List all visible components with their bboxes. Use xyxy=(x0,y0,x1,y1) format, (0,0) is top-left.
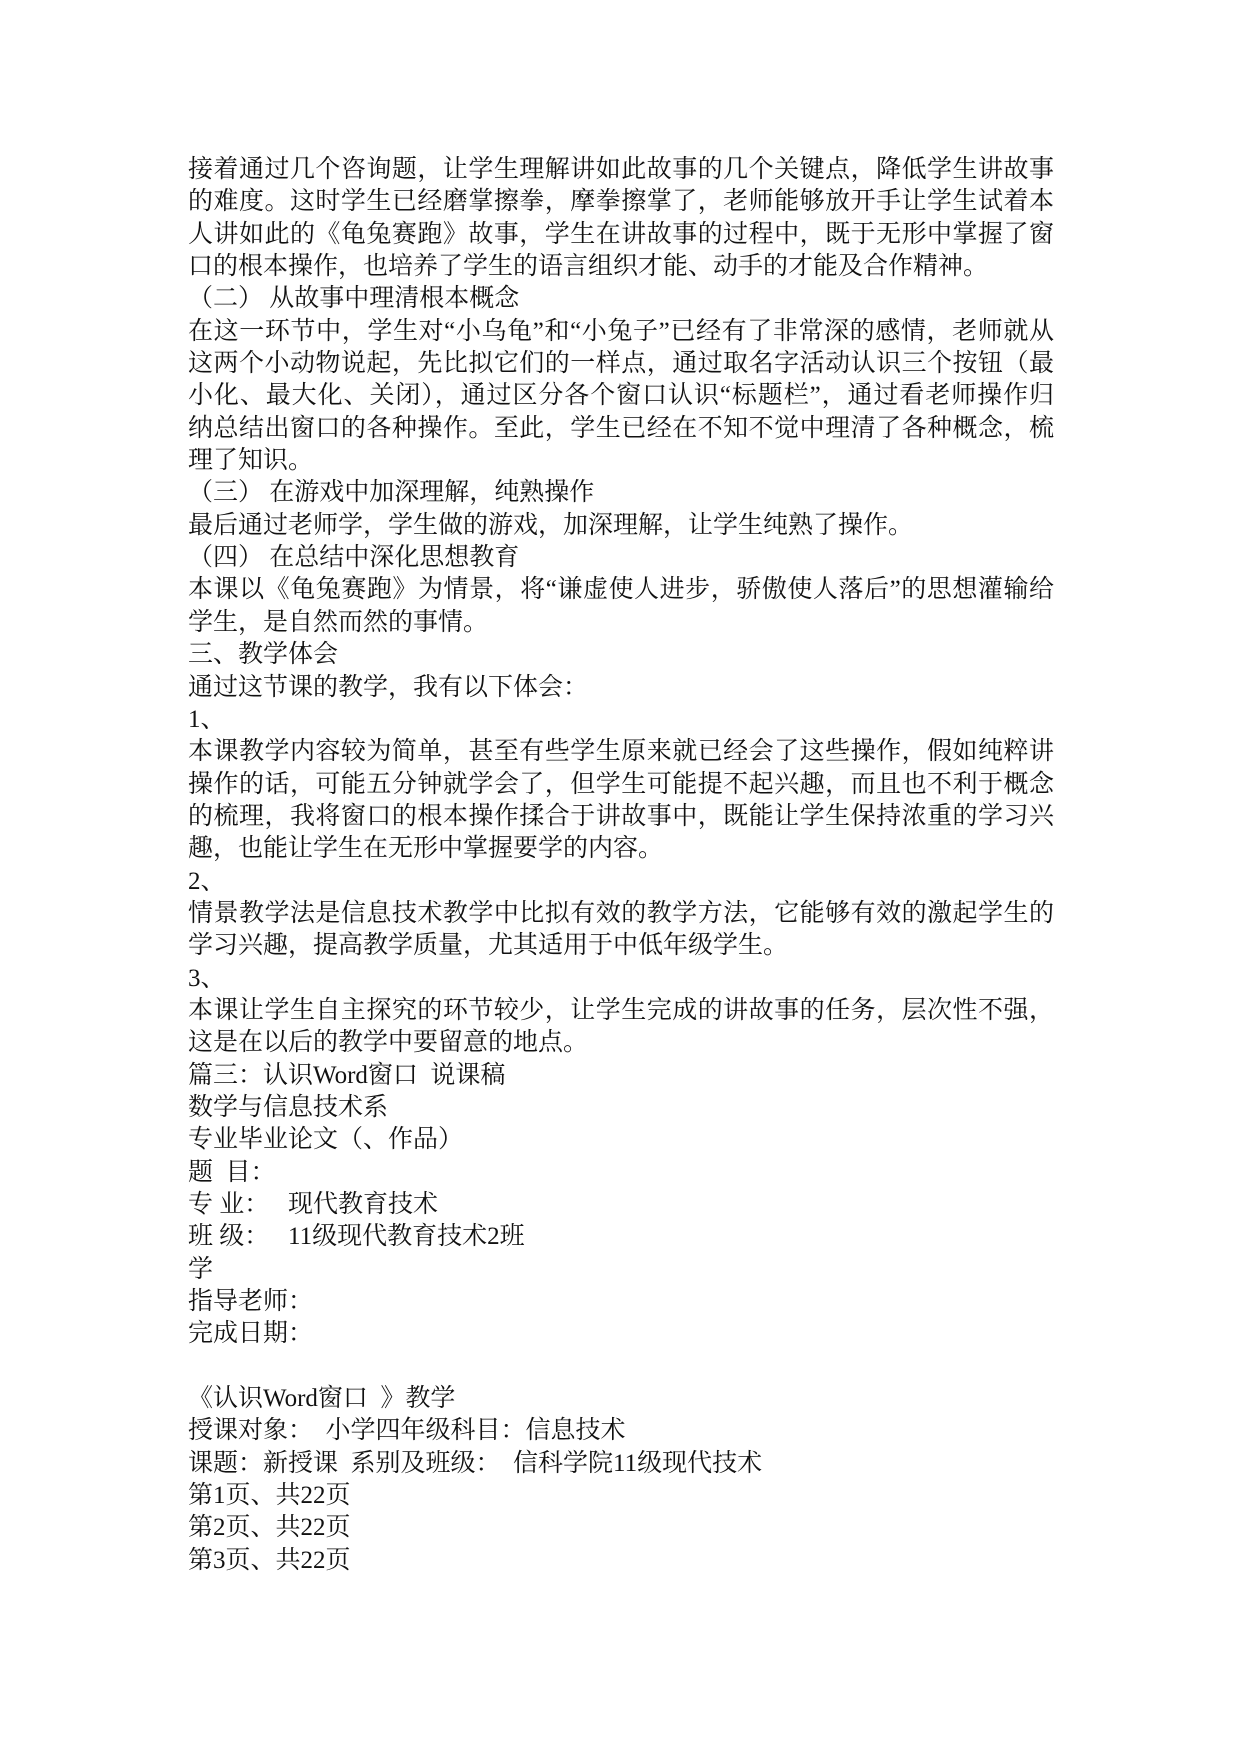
cover-field-class: 班 级： 11级现代教育技术2班 xyxy=(188,1223,525,1251)
section-heading: 三、教学体会 xyxy=(188,641,339,669)
cover-field-topic: 题 目： xyxy=(188,1158,276,1186)
paragraph-line: 的难度。这时学生已经磨掌擦拳，摩拳擦掌了，老师能够放开手让学生试着本 xyxy=(188,188,1054,216)
section-heading: （二） 从故事中理清根本概念 xyxy=(188,285,520,313)
paragraph-line: 本课以《龟兔赛跑》为情景，将“谦虚使人进步，骄傲使人落后”的思想灌输给 xyxy=(188,576,1054,604)
paragraph-line: 纳总结出窗口的各种操作。至此，学生已经在不知不觉中理清了各种概念，梳 xyxy=(188,414,1054,442)
blank-line xyxy=(188,1351,1054,1383)
paragraph-line: 在这一环节中，学生对“小乌龟”和“小兔子”已经有了非常深的感情，老师就从 xyxy=(188,317,1054,345)
section-heading: （三） 在游戏中加深理解，纯熟操作 xyxy=(188,479,595,507)
list-number: 1、 xyxy=(188,705,226,733)
paragraph-line: 人讲如此的《龟兔赛跑》故事，学生在讲故事的过程中，既于无形中掌握了窗 xyxy=(188,220,1054,248)
list-number: 2、 xyxy=(188,867,226,895)
cover-field-major: 专 业： 现代教育技术 xyxy=(188,1191,439,1218)
part-title: 篇三：认识Word窗口 说课稿 xyxy=(188,1061,506,1089)
paragraph-line: 学生，是自然而然的事情。 xyxy=(188,608,489,636)
page-marker: 第3页、共22页 xyxy=(188,1546,351,1574)
list-number: 3、 xyxy=(188,964,226,992)
paragraph-line: 最后通过老师学，学生做的游戏，加深理解，让学生纯熟了操作。 xyxy=(188,511,914,539)
lesson-topic: 课题：新授课 系别及班级： 信科学院11级现代技术 xyxy=(188,1449,763,1477)
document-body xyxy=(188,154,1054,1577)
paragraph-line: 的梳理，我将窗口的根本操作揉合于讲故事中，既能让学生保持浓重的学习兴 xyxy=(188,802,1054,830)
page-marker: 第1页、共22页 xyxy=(188,1482,351,1510)
page-marker: 第2页、共22页 xyxy=(188,1514,351,1542)
thesis-type: 专业毕业论文（、作品） xyxy=(188,1126,464,1154)
section-heading: （四） 在总结中深化思想教育 xyxy=(188,544,520,572)
paragraph-line: 本课让学生自主探究的环节较少，让学生完成的讲故事的任务，层次性不强， xyxy=(188,996,1054,1024)
paragraph-line: 情景教学法是信息技术教学中比拟有效的教学方法，它能够有效的激起学生的 xyxy=(188,899,1054,927)
cover-field-date: 完成日期： xyxy=(188,1320,314,1348)
cover-field-advisor: 指导老师： xyxy=(188,1288,314,1316)
lesson-audience: 授课对象： 小学四年级科目：信息技术 xyxy=(188,1417,626,1445)
cover-field-student: 学 xyxy=(188,1255,214,1283)
lesson-title: 《认识Word窗口 》教学 xyxy=(188,1385,456,1413)
paragraph-line: 这是在以后的教学中要留意的地点。 xyxy=(188,1029,589,1057)
paragraph-line: 操作的话，可能五分钟就学会了，但学生可能提不起兴趣，而且也不利于概念 xyxy=(188,770,1054,798)
paragraph-line: 本课教学内容较为简单，甚至有些学生原来就已经会了这些操作，假如纯粹讲 xyxy=(188,738,1054,766)
paragraph-line: 口的根本操作，也培养了学生的语言组织才能、动手的才能及合作精神。 xyxy=(188,253,989,281)
paragraph-line: 这两个小动物说起，先比拟它们的一样点，通过取名字活动认识三个按钮（最 xyxy=(188,350,1054,378)
paragraph-line: 理了知识。 xyxy=(188,447,314,475)
paragraph-line: 趣，也能让学生在无形中掌握要学的内容。 xyxy=(188,835,664,863)
paragraph-line: 小化、最大化、关闭），通过区分各个窗口认识“标题栏”，通过看老师操作归 xyxy=(188,382,1054,410)
paragraph-line: 通过这节课的教学，我有以下体会： xyxy=(188,673,589,701)
paragraph-line: 接着通过几个咨询题，让学生理解讲如此故事的几个关键点，降低学生讲故事 xyxy=(188,156,1054,183)
department-name: 数学与信息技术系 xyxy=(188,1093,389,1121)
paragraph-line: 学习兴趣，提高教学质量，尤其适用于中低年级学生。 xyxy=(188,932,789,960)
